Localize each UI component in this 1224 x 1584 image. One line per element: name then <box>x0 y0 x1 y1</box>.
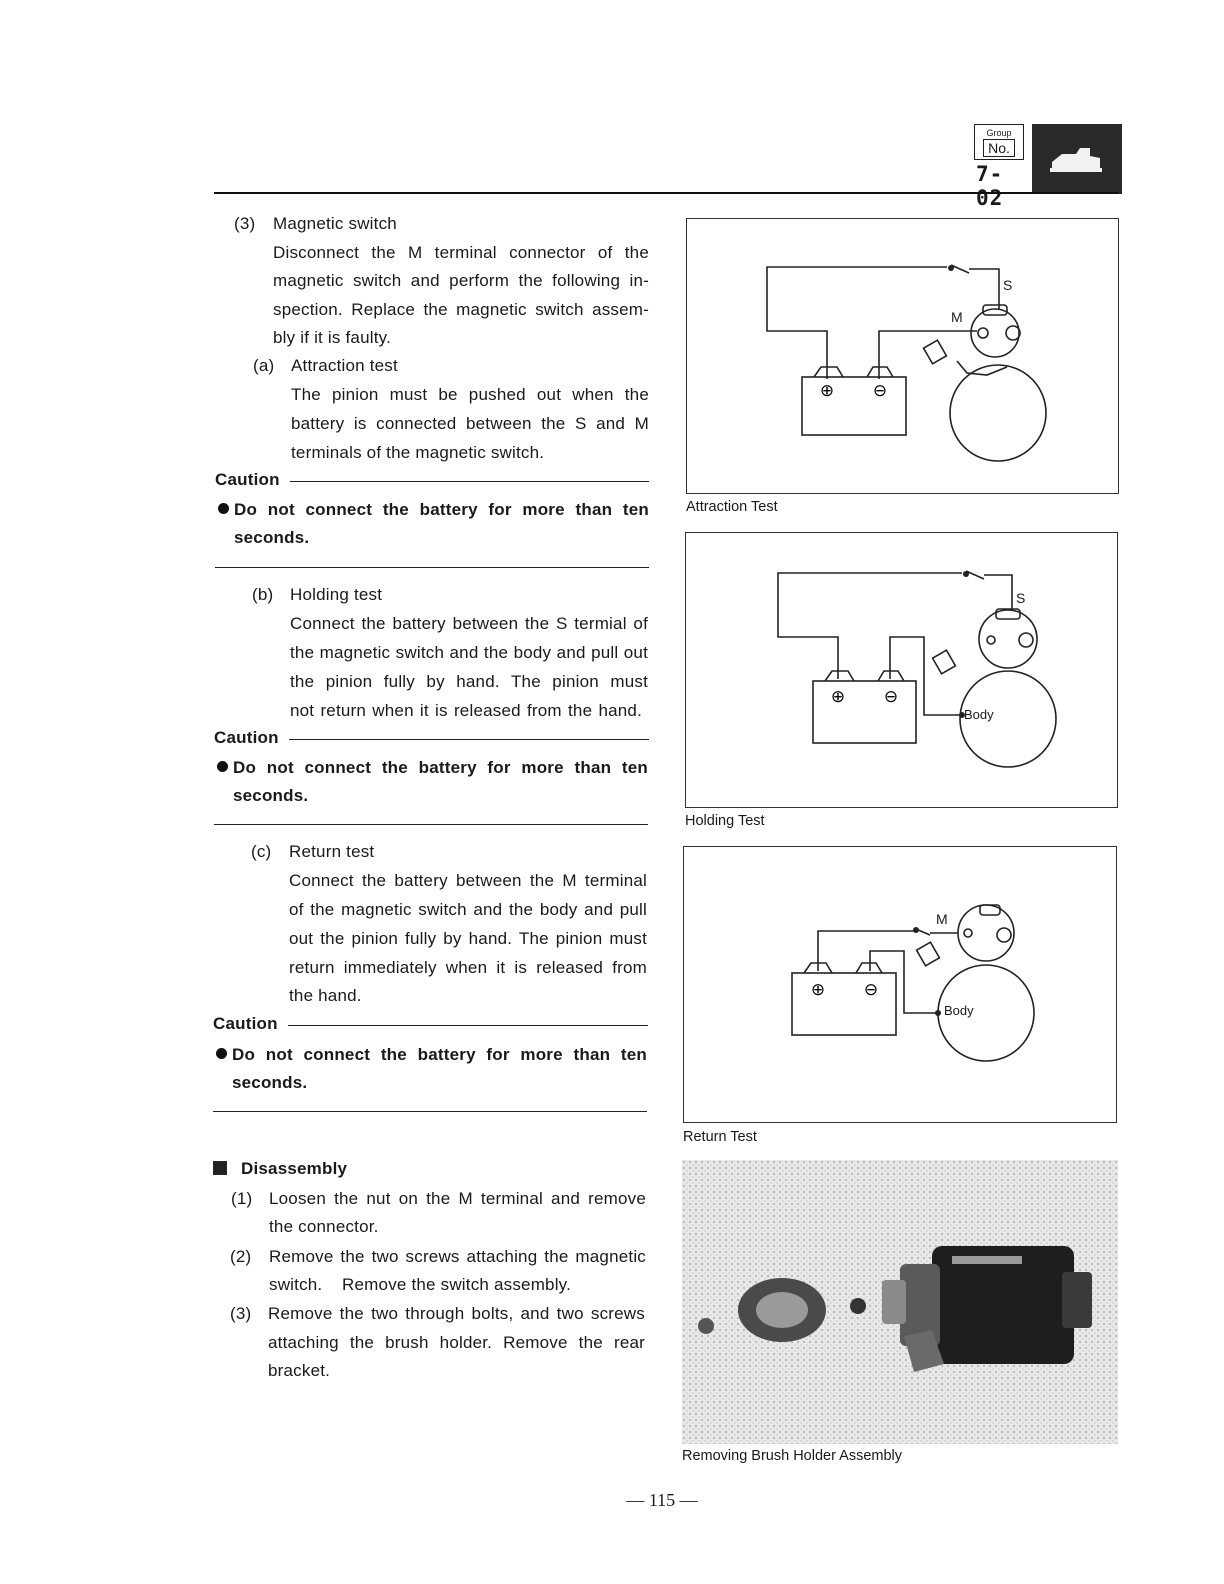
test-c-title: Return test <box>289 842 375 861</box>
step-line: bracket. <box>268 1361 331 1380</box>
header-rule <box>214 192 1119 194</box>
label-body: Body <box>944 1003 974 1018</box>
test-b-line: the pinion fully by hand. The pinion must <box>290 672 648 691</box>
test-a-line: battery is connected between the S and M <box>291 414 649 433</box>
figure-caption: Return Test <box>683 1129 757 1145</box>
figure-caption: Attraction Test <box>686 499 778 515</box>
caution-rule <box>289 739 649 740</box>
svg-text:⊕: ⊕ <box>810 980 826 1000</box>
caution-label: Caution <box>213 1014 278 1033</box>
test-c-line: the hand. <box>289 986 362 1005</box>
caution-text-end: seconds. <box>234 528 310 547</box>
group-box <box>974 124 1024 160</box>
step-line: Loosen the nut on the M terminal and remove <box>269 1189 646 1208</box>
section-title: Magnetic switch <box>273 214 397 233</box>
section-line: bly if it is faulty. <box>273 328 391 347</box>
caution-text-end: seconds. <box>232 1073 308 1092</box>
section-line: magnetic switch and perform the following in- <box>273 271 649 290</box>
svg-text:⊖: ⊖ <box>883 687 899 707</box>
group-no-label: No. <box>983 139 1015 157</box>
group-label: Group <box>986 128 1012 138</box>
test-b-line: Connect the battery between the S termial of <box>290 614 648 633</box>
caution-rule <box>288 1025 648 1026</box>
test-a-line: terminals of the magnetic switch. <box>291 443 545 462</box>
test-b-title: Holding test <box>290 585 383 604</box>
test-c-line: Connect the battery between the M terminal <box>289 871 647 890</box>
return-test-diagram <box>683 846 1117 1123</box>
step-line: attaching the brush holder. Remove the rear <box>268 1333 645 1352</box>
test-b-line: not return when it is released from the hand. <box>290 701 642 720</box>
disassembly-title: Disassembly <box>241 1159 348 1178</box>
step-line: Remove the two through bolts, and two screws <box>268 1304 645 1323</box>
test-a-number: (a) <box>253 356 275 375</box>
caution-label: Caution <box>215 470 280 489</box>
square-bullet-icon <box>213 1161 227 1175</box>
caution-end-rule <box>215 567 649 568</box>
page-number: — 115 — <box>626 1490 698 1510</box>
step-line: switch. Remove the switch assembly. <box>269 1275 572 1294</box>
section-line: Disconnect the M terminal connector of the <box>273 243 649 262</box>
section-tab-icon <box>1032 124 1122 194</box>
section-number: (3) <box>234 214 256 233</box>
label-m: M <box>936 911 948 927</box>
test-c-line: out the pinion fully by hand. The pinion must <box>289 929 647 948</box>
test-a-line: The pinion must be pushed out when the <box>291 385 649 404</box>
test-b-line: the magnetic switch and the body and pull out <box>290 643 648 662</box>
attraction-test-diagram <box>686 218 1119 494</box>
holding-test-diagram <box>685 532 1118 808</box>
caution-text: Do not connect the battery for more than ten <box>218 496 649 525</box>
brush-holder-photo <box>682 1160 1118 1444</box>
step-number: (1) <box>231 1189 253 1208</box>
svg-text:⊖: ⊖ <box>863 980 879 1000</box>
caution-label: Caution <box>214 728 279 747</box>
svg-text:⊕: ⊕ <box>819 381 835 401</box>
test-c-line: of the magnetic switch and the body and pull <box>289 900 647 919</box>
step-line: Remove the two screws attaching the magnetic <box>269 1247 646 1266</box>
svg-text:⊕: ⊕ <box>830 687 846 707</box>
step-line: the connector. <box>269 1217 379 1236</box>
svg-text:⊖: ⊖ <box>872 381 888 401</box>
caution-text-end: seconds. <box>233 786 309 805</box>
figure-caption: Removing Brush Holder Assembly <box>682 1448 903 1464</box>
caution-end-rule <box>214 824 648 825</box>
caution-rule <box>290 481 649 482</box>
group-number: 7-02 <box>976 162 1004 210</box>
figure-caption: Holding Test <box>685 813 765 829</box>
label-m: M <box>951 309 963 325</box>
test-a-title: Attraction test <box>291 356 398 375</box>
disassembly-heading <box>213 1155 347 1184</box>
test-b-number: (b) <box>252 585 274 604</box>
step-number: (3) <box>230 1304 252 1323</box>
caution-end-rule <box>213 1111 647 1112</box>
label-s: S <box>1016 590 1026 606</box>
caution-text: Do not connect the battery for more than ten <box>216 1041 647 1070</box>
test-c-line: return immediately when it is released from <box>289 958 647 977</box>
step-number: (2) <box>230 1247 252 1266</box>
label-body: Body <box>964 707 994 722</box>
label-s: S <box>1003 277 1013 293</box>
test-c-number: (c) <box>251 842 272 861</box>
caution-text: Do not connect the battery for more than ten <box>217 754 648 783</box>
section-line: spection. Replace the magnetic switch assem- <box>273 300 649 319</box>
